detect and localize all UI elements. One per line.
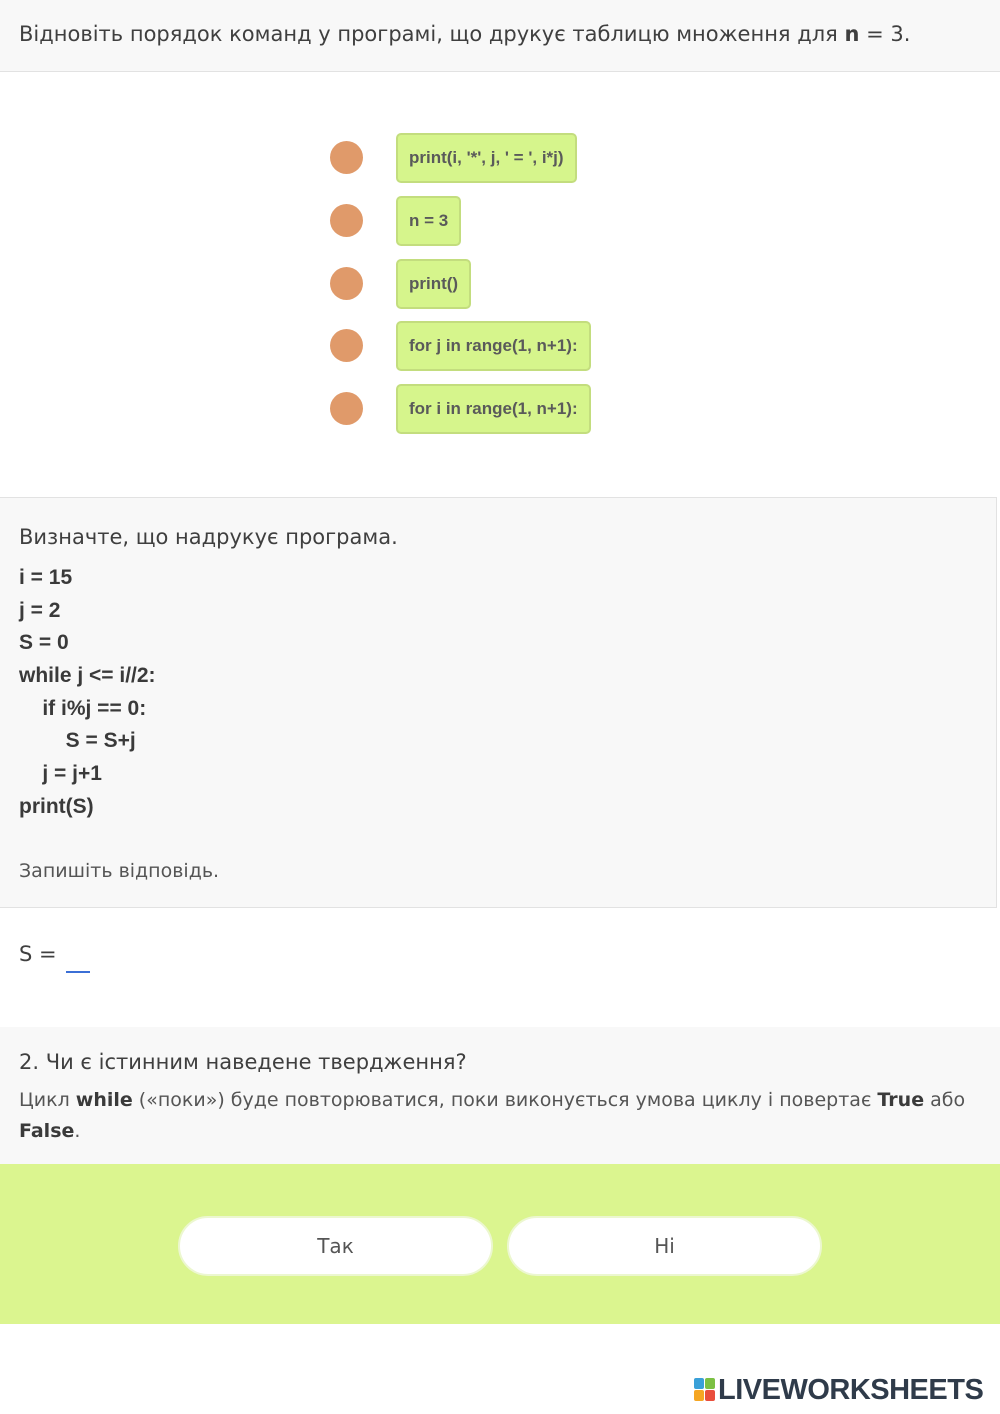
logo-mark-icon xyxy=(694,1378,716,1402)
option-no-button[interactable]: Ні xyxy=(507,1216,822,1276)
code-block[interactable]: n = 3 xyxy=(396,196,461,246)
question-1-header xyxy=(0,0,1000,72)
drag-handle-dot[interactable] xyxy=(330,267,363,300)
drag-handle-dot[interactable] xyxy=(330,141,363,174)
answer-input[interactable] xyxy=(66,945,90,973)
drag-handle-dot[interactable] xyxy=(330,204,363,237)
order-item[interactable] xyxy=(0,384,1000,434)
code-block[interactable]: print() xyxy=(396,259,471,309)
question-2-section xyxy=(0,497,997,908)
answer-hint: Запишіть відповідь. xyxy=(19,860,220,882)
order-item[interactable] xyxy=(0,196,1000,246)
drag-handle-dot[interactable] xyxy=(330,392,363,425)
order-item[interactable] xyxy=(0,133,1000,183)
question-2-title: Визначте, що надрукує програма. xyxy=(19,525,398,549)
code-block[interactable]: for j in range(1, n+1): xyxy=(396,321,591,371)
question-3-section xyxy=(0,1027,1000,1164)
code-line: i = 15 xyxy=(19,566,73,589)
code-line: j = 2 xyxy=(19,598,61,622)
question-3-statement: Цикл while («поки») буде повторюватися, поки виконується умова циклу і повертає True або False. xyxy=(19,1089,966,1142)
code-line: j = j+1 xyxy=(19,762,102,786)
code-line: if i%j == 0: xyxy=(19,696,147,720)
question-1-prompt: Відновіть порядок команд у програмі, що друкує таблицю множення для n = 3. xyxy=(19,22,911,46)
code-line: print(S) xyxy=(19,794,94,818)
code-listing xyxy=(19,562,156,824)
question-3-title: 2. Чи є істинним наведене твердження? xyxy=(19,1050,467,1074)
order-item[interactable] xyxy=(0,259,1000,309)
code-block[interactable]: print(i, '*', j, ' = ', i*j) xyxy=(396,133,577,183)
answer-options xyxy=(0,1164,1000,1324)
code-line: S = 0 xyxy=(19,631,69,655)
drag-handle-dot[interactable] xyxy=(330,329,363,362)
code-line: S = S+j xyxy=(19,729,136,753)
logo-text: LIVEWORKSHEETS xyxy=(718,1373,984,1406)
option-yes-button[interactable]: Так xyxy=(178,1216,493,1276)
code-block[interactable]: for i in range(1, n+1): xyxy=(396,384,591,434)
liveworksheets-logo xyxy=(694,1375,983,1405)
order-item[interactable] xyxy=(0,321,1000,371)
answer-label: S = xyxy=(19,942,57,966)
code-line: while j <= i//2: xyxy=(19,664,156,688)
